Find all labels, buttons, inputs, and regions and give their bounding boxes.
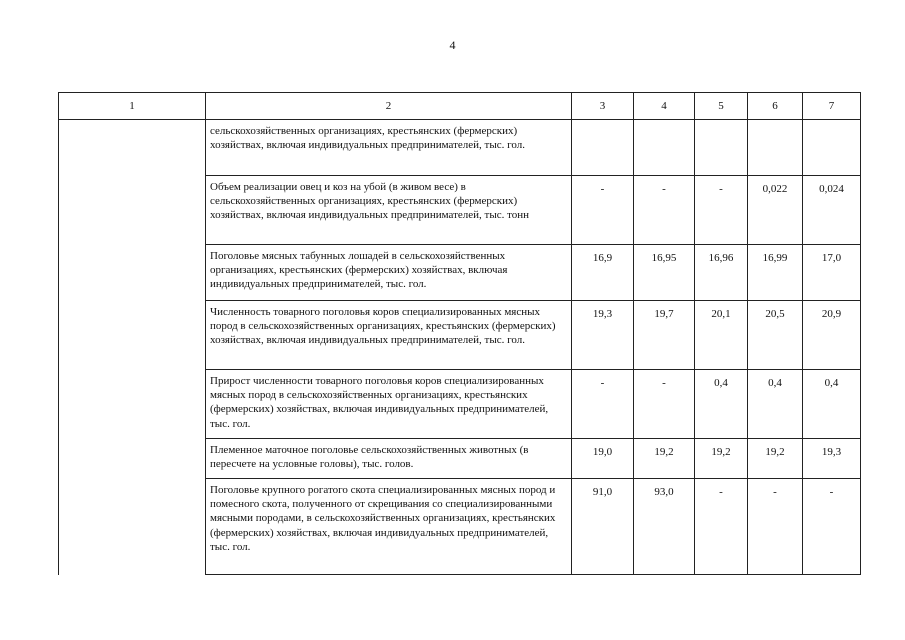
value-cell: 19,2 [748, 439, 803, 479]
value-cell: 19,2 [695, 439, 748, 479]
indicator-description: Поголовье крупного рогатого скота специализированных мясных пород и помесного скота, полученного от скрещивания со специализированными мясными породами, в сельскохозяйственных организациях, крестьянских (фермерских) хозяйствах, включая индивидуальных предпринимателей, тыс. гол. [206, 479, 572, 575]
indicator-description: Племенное маточное поголовье сельскохозяйственных животных (в пересчете на условные головы), тыс. голов. [206, 439, 572, 479]
indicator-description: Поголовье мясных табунных лошадей в сельскохозяйственных организациях, крестьянских (фермерских) хозяйствах, включая индивидуальных предпринимателей, тыс. гол. [206, 245, 572, 301]
table-row [59, 120, 861, 176]
header-cell: 1 [59, 93, 206, 120]
value-cell: 19,2 [634, 439, 695, 479]
value-cell: 91,0 [572, 479, 634, 575]
header-cell: 5 [695, 93, 748, 120]
value-cell: 19,3 [803, 439, 861, 479]
value-cell: 16,9 [572, 245, 634, 301]
page-number: 4 [449, 38, 456, 52]
value-cell [634, 120, 695, 176]
value-cell: 19,7 [634, 301, 695, 370]
value-cell: 0,4 [803, 370, 861, 439]
value-cell: 20,5 [748, 301, 803, 370]
value-cell: 0,024 [803, 176, 861, 245]
indicator-description: Объем реализации овец и коз на убой (в живом весе) в сельскохозяйственных организациях, крестьянских (фермерских) хозяйствах, включая индивидуальных предпринимателей, тыс. тонн [206, 176, 572, 245]
header-cell: 4 [634, 93, 695, 120]
indicators-table [58, 92, 861, 575]
value-cell: - [748, 479, 803, 575]
header-cell: 7 [803, 93, 861, 120]
value-cell [695, 120, 748, 176]
value-cell: 0,4 [748, 370, 803, 439]
value-cell: - [634, 176, 695, 245]
header-cell: 2 [206, 93, 572, 120]
value-cell: 16,96 [695, 245, 748, 301]
value-cell: 16,95 [634, 245, 695, 301]
value-cell [748, 120, 803, 176]
value-cell [572, 120, 634, 176]
value-cell: - [634, 370, 695, 439]
value-cell: - [572, 370, 634, 439]
header-cell: 3 [572, 93, 634, 120]
value-cell: 17,0 [803, 245, 861, 301]
value-cell: 19,3 [572, 301, 634, 370]
indicator-description: Прирост численности товарного поголовья коров специализированных мясных пород в сельскохозяйственных организациях, крестьянских (фермерских) хозяйствах, включая индивидуальных предпринимателей, тыс. гол. [206, 370, 572, 439]
indicator-description: Численность товарного поголовья коров специализированных мясных пород в сельскохозяйственных организациях, крестьянских (фермерских) хозяйствах, включая индивидуальных предпринимателей, тыс. гол. [206, 301, 572, 370]
table-header-row [59, 93, 861, 120]
value-cell: - [803, 479, 861, 575]
value-cell: 0,022 [748, 176, 803, 245]
value-cell: 16,99 [748, 245, 803, 301]
value-cell: 19,0 [572, 439, 634, 479]
indicator-description: сельскохозяйственных организациях, крестьянских (фермерских) хозяйствах, включая индивидуальных предпринимателей, тыс. гол. [206, 120, 572, 176]
section-cell [59, 120, 206, 575]
value-cell: 93,0 [634, 479, 695, 575]
value-cell: - [695, 479, 748, 575]
value-cell: 20,9 [803, 301, 861, 370]
value-cell: 0,4 [695, 370, 748, 439]
value-cell: 20,1 [695, 301, 748, 370]
value-cell [803, 120, 861, 176]
value-cell: - [572, 176, 634, 245]
value-cell: - [695, 176, 748, 245]
header-cell: 6 [748, 93, 803, 120]
